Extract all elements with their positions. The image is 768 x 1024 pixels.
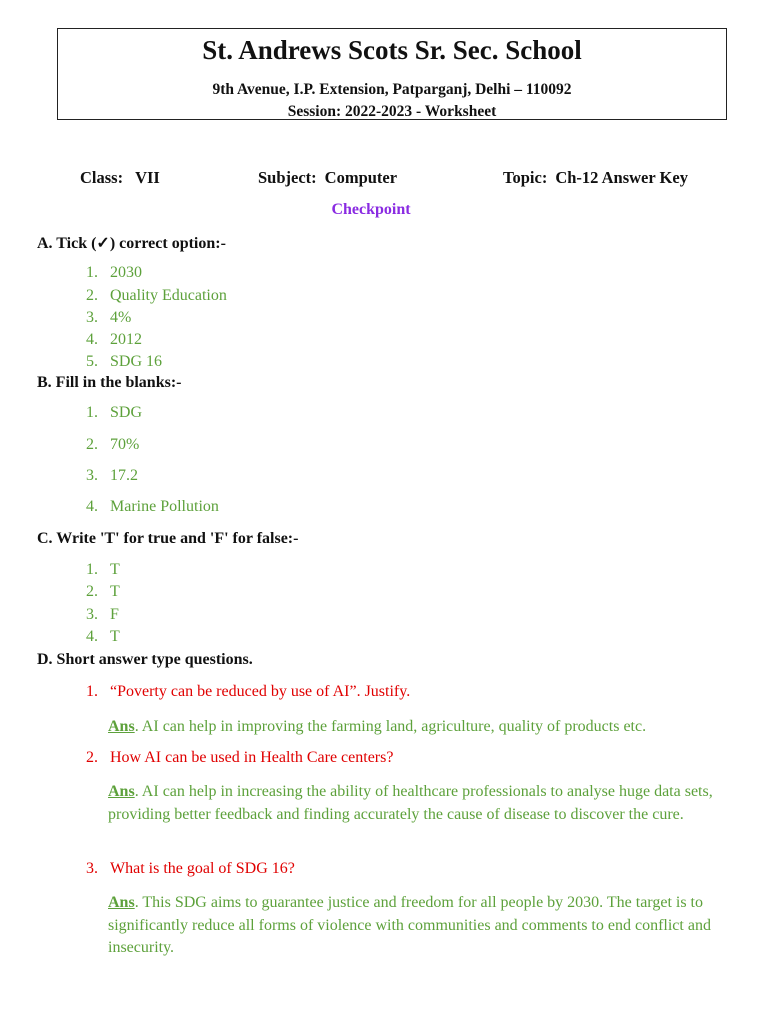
class-label: Class: [80,168,124,187]
topic-value: Ch-12 Answer Key [555,168,688,187]
list-item: 3. F [86,606,119,623]
subject-label: Subject: [258,168,317,187]
list-item: 5. SDG 16 [86,353,163,370]
class-value: VII [135,168,160,187]
section-a-heading: A. Tick (✓) correct option:- [37,235,226,252]
list-item: 3. 17.2 [86,467,138,484]
list-item: 4. Marine Pollution [86,498,219,515]
topic-info [503,168,688,188]
school-name: St. Andrews Scots Sr. Sec. School [202,35,582,65]
list-item: 1. 2030 [86,264,142,281]
session-line: Session: 2022-2023 - Worksheet [287,103,497,120]
section-b-heading: B. Fill in the blanks:- [37,374,182,391]
school-address: 9th Avenue, I.P. Extension, Patparganj, Delhi – 110092 [212,81,572,98]
subject-info [258,168,397,188]
list-item: 1. T [86,561,120,578]
list-item: 1. SDG [86,404,143,421]
list-item: 4. 2012 [86,331,142,348]
list-item: 2. 70% [86,436,140,453]
question-2: 2. How AI can be used in Health Care centers? [86,749,394,766]
subject-value: Computer [324,168,398,187]
topic-label: Topic: [503,168,548,187]
answer-3: Ans. This SDG aims to guarantee justice and freedom for all people by 2030. The target is to significantly reduce all forms of violence with communities and comments to end conflict and insecurity. [108,894,711,956]
list-item: 2. Quality Education [86,287,227,304]
section-d-heading: D. Short answer type questions. [37,651,253,668]
class-info [80,168,160,188]
school-header-box [57,28,727,120]
question-1: 1. “Poverty can be reduced by use of AI”. Justify. [86,683,411,700]
question-3: 3. What is the goal of SDG 16? [86,860,295,877]
checkpoint-title: Checkpoint [331,201,411,218]
list-item: 4. T [86,628,120,645]
list-item: 2. T [86,583,120,600]
answer-2: Ans. AI can help in increasing the ability of healthcare professionals to analyse huge data sets, providing better feedback and finding accurately the cause of disease to discover the cure. [108,783,713,823]
section-c-heading: C. Write 'T' for true and 'F' for false:- [37,530,299,547]
answer-1: Ans. AI can help in improving the farming land, agriculture, quality of products etc. [108,718,647,735]
list-item: 3. 4% [86,309,132,326]
